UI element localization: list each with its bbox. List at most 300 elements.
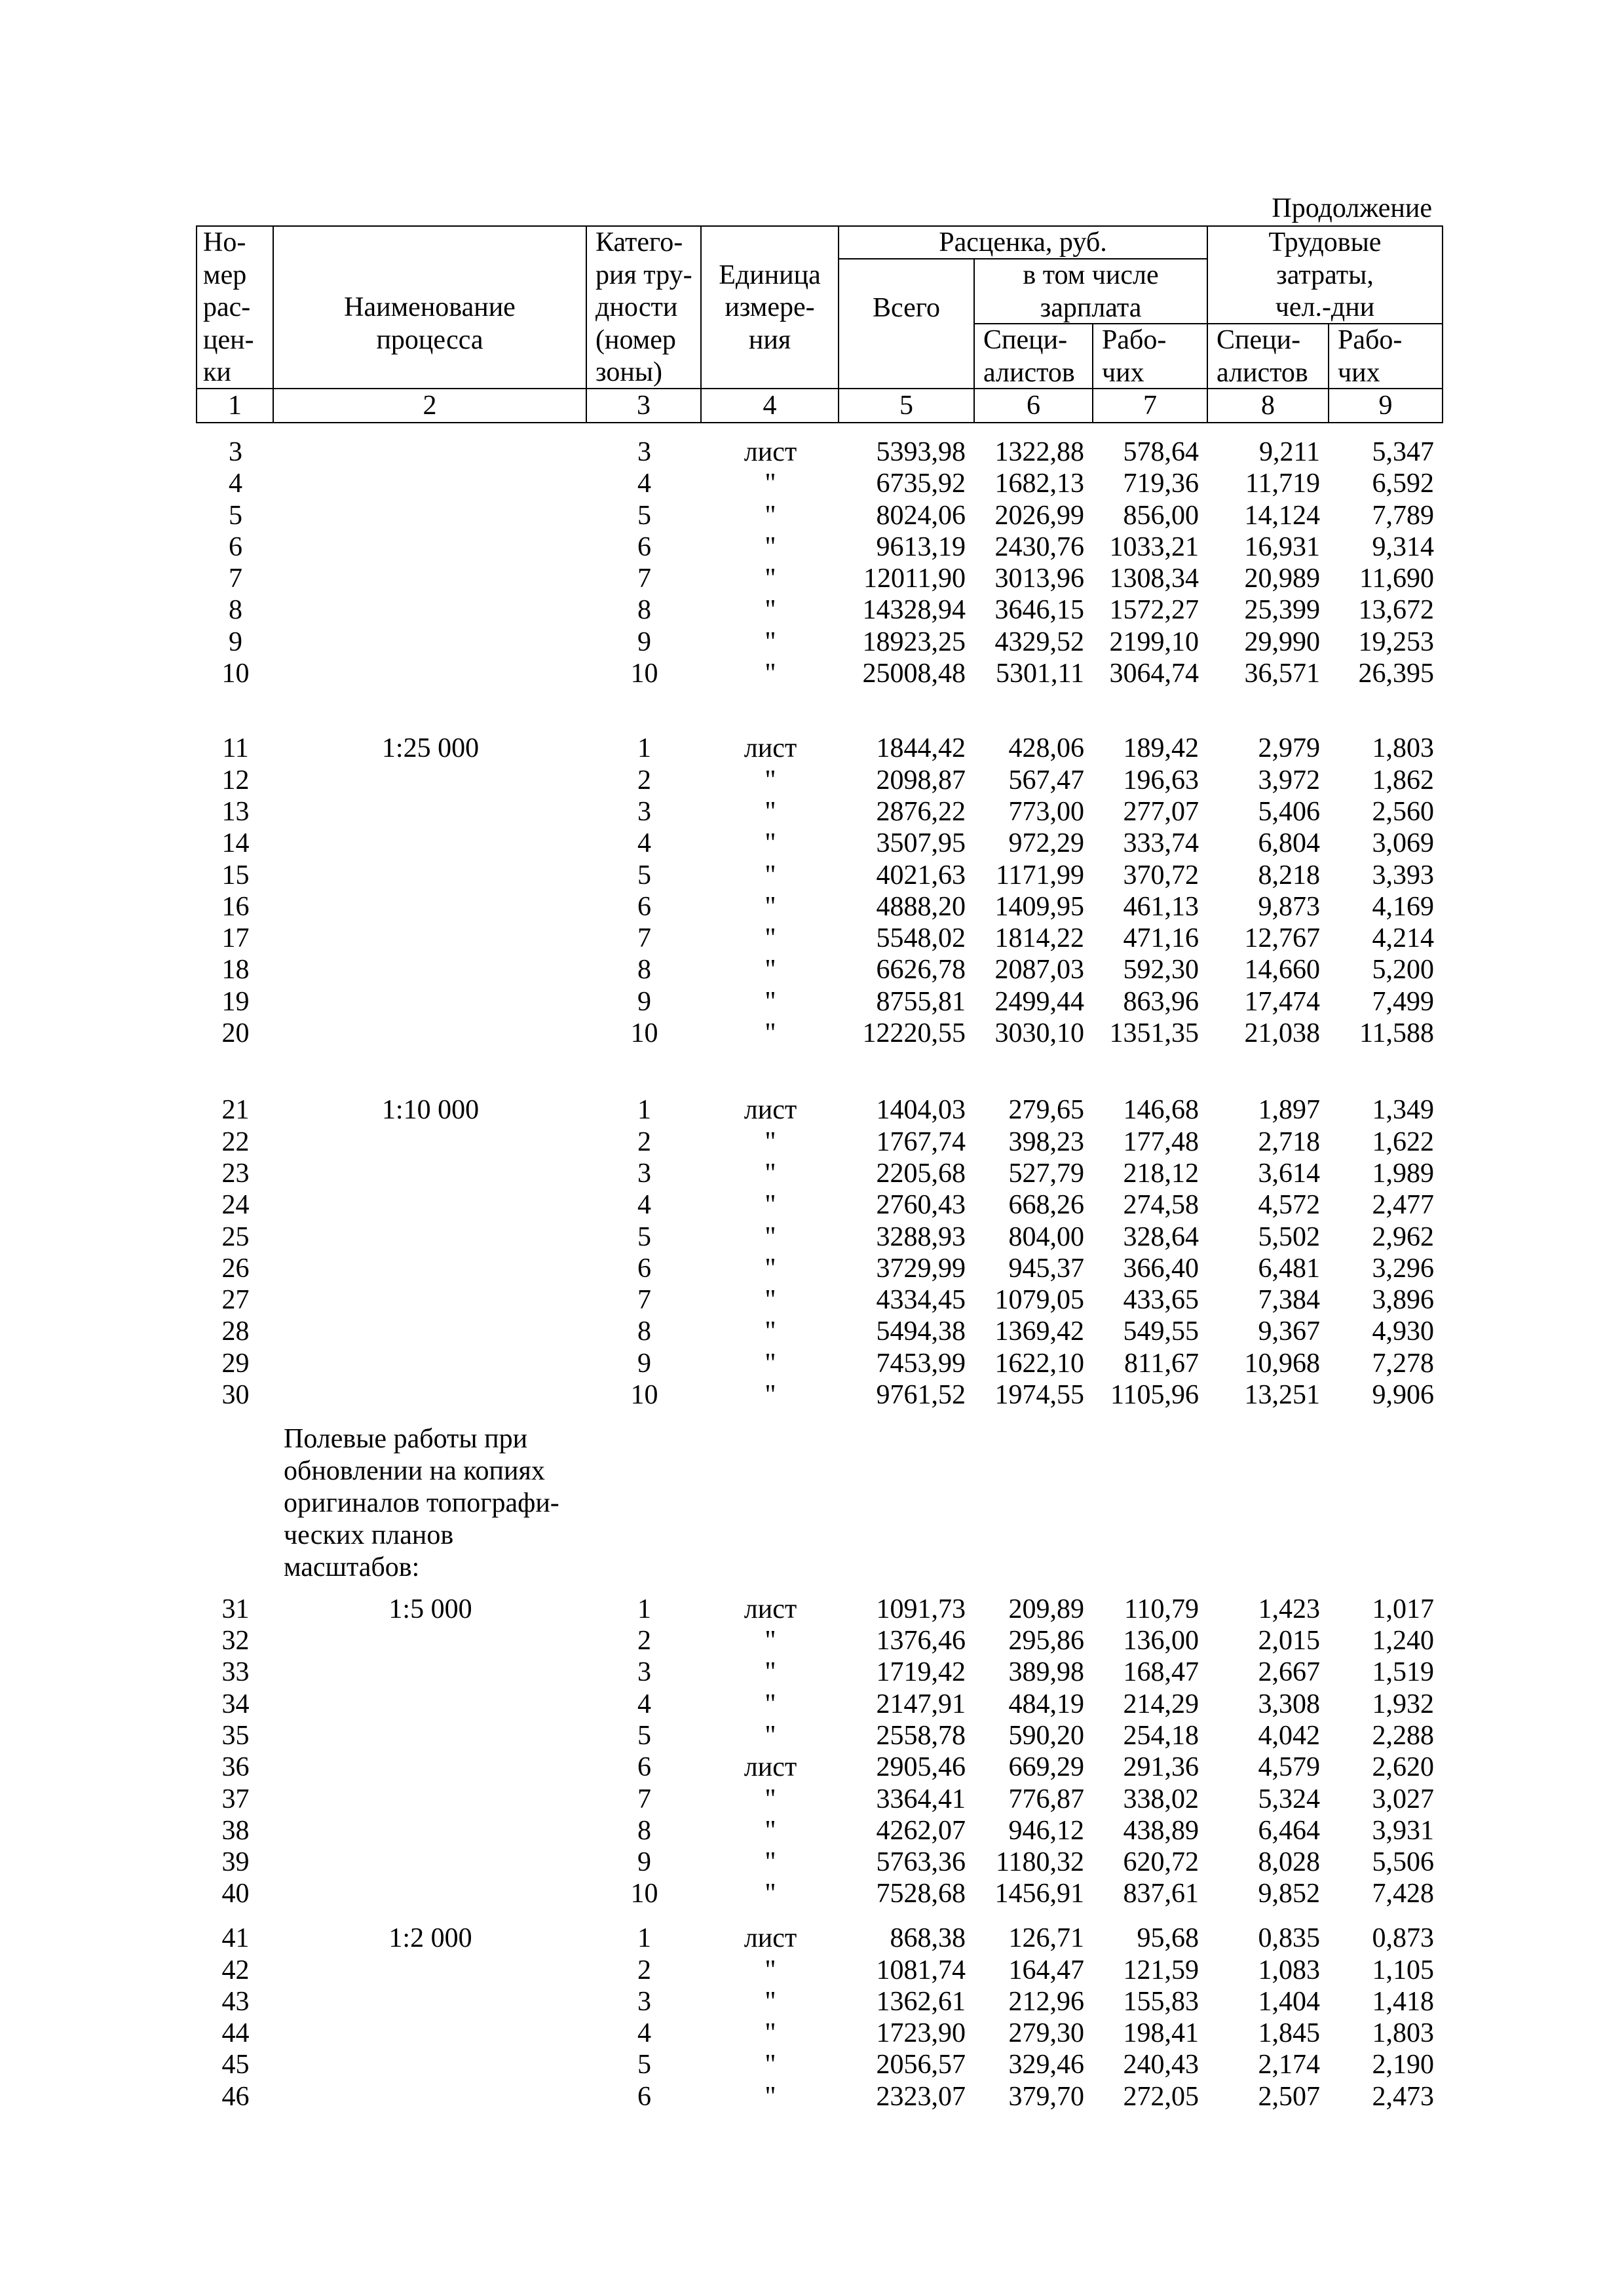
- cell-unit: ": [765, 1815, 776, 1846]
- table-row: [197, 594, 1443, 626]
- cell-labor-workers: 1,989: [1372, 1158, 1434, 1189]
- table-row: [197, 1784, 1443, 1815]
- column-number: 3: [587, 389, 702, 423]
- cell-salary-workers: 1105,96: [1110, 1380, 1199, 1411]
- cell-salary-specialists: 1974,55: [994, 1380, 1084, 1411]
- cell-unit: ": [765, 2050, 776, 2080]
- cell-unit: ": [765, 626, 776, 657]
- cell-category: 3: [637, 1158, 651, 1189]
- cell-number: 32: [221, 1626, 250, 1656]
- cell-category: 9: [637, 986, 651, 1017]
- cell-number: 6: [229, 531, 242, 562]
- cell-category: 10: [630, 1018, 658, 1049]
- cell-labor-workers: 9,906: [1372, 1380, 1434, 1411]
- cell-number: 20: [221, 1018, 250, 1049]
- table-row: [197, 1720, 1443, 1751]
- cell-number: 41: [221, 1923, 250, 1954]
- cell-number: 36: [221, 1752, 250, 1783]
- table-row: [197, 2018, 1443, 2049]
- header-total-label: Всего: [839, 259, 975, 389]
- cell-number: 35: [221, 1721, 250, 1751]
- cell-salary-specialists: 209,89: [1008, 1594, 1084, 1624]
- cell-salary-specialists: 1369,42: [994, 1316, 1084, 1347]
- cell-labor-specialists: 25,399: [1244, 595, 1320, 626]
- cell-labor-workers: 2,962: [1372, 1221, 1434, 1252]
- cell-labor-specialists: 6,464: [1258, 1815, 1320, 1846]
- cell-number: 11: [222, 733, 249, 764]
- cell-unit: ": [765, 1689, 776, 1719]
- cell-number: 38: [221, 1815, 250, 1846]
- table-body: [197, 423, 1443, 2113]
- cell-process-name: [274, 1815, 587, 1846]
- cell-category: 4: [637, 1689, 651, 1719]
- cell-number: 39: [221, 1847, 250, 1878]
- cell-price-total: 3364,41: [876, 1784, 966, 1814]
- table-row: [197, 1379, 1443, 1411]
- cell-labor-specialists: 12,767: [1244, 923, 1320, 954]
- cell-salary-workers: 218,12: [1123, 1158, 1199, 1189]
- cell-salary-specialists: 212,96: [1008, 1986, 1084, 2017]
- table-row: [197, 733, 1443, 764]
- table-row: [197, 1221, 1443, 1253]
- cell-category: 3: [637, 437, 651, 467]
- cell-labor-specialists: 8,028: [1258, 1847, 1320, 1878]
- cell-price-total: 2876,22: [876, 796, 966, 827]
- cell-price-total: 2760,43: [876, 1190, 966, 1221]
- cell-unit: ": [765, 986, 776, 1017]
- cell-unit: ": [765, 923, 776, 954]
- cell-labor-workers: 3,896: [1372, 1285, 1434, 1316]
- cell-process-name: 1:25 000: [381, 733, 480, 764]
- cell-salary-workers: 338,02: [1123, 1784, 1199, 1814]
- cell-unit: ": [765, 469, 776, 499]
- table-row: [197, 1284, 1443, 1316]
- cell-labor-workers: 4,930: [1372, 1316, 1434, 1347]
- table-row: [197, 2081, 1443, 2113]
- cell-unit: ": [765, 659, 776, 689]
- cell-salary-specialists: 379,70: [1008, 2081, 1084, 2112]
- cell-number: 9: [229, 626, 242, 657]
- cell-salary-specialists: 1180,32: [996, 1847, 1084, 1878]
- cell-price-total: 7528,68: [876, 1879, 966, 1909]
- cell-process-name: [274, 1284, 587, 1316]
- cell-labor-specialists: 9,211: [1259, 437, 1320, 467]
- cell-labor-specialists: 2,979: [1258, 733, 1320, 764]
- cell-salary-workers: 198,41: [1123, 2018, 1199, 2049]
- cell-category: 9: [637, 1847, 651, 1878]
- table-row: [197, 1316, 1443, 1347]
- table-row: [197, 1625, 1443, 1656]
- cell-process-name: [274, 765, 587, 796]
- cell-unit: ": [765, 1221, 776, 1252]
- cell-labor-specialists: 14,124: [1244, 500, 1320, 531]
- cell-labor-workers: 1,017: [1372, 1594, 1434, 1624]
- cell-salary-workers: 837,61: [1123, 1879, 1199, 1909]
- cell-labor-specialists: 1,423: [1258, 1594, 1320, 1624]
- table-row: [197, 436, 1443, 468]
- cell-labor-workers: 11,588: [1359, 1018, 1434, 1049]
- cell-price-total: 1404,03: [876, 1095, 966, 1126]
- cell-price-total: 8024,06: [876, 500, 966, 531]
- header-labor-label: Трудовые затраты, чел.-дни: [1208, 227, 1443, 324]
- cell-number: 29: [221, 1348, 250, 1379]
- table-row: [197, 1955, 1443, 1986]
- cell-unit: лист: [744, 733, 797, 764]
- cell-category: 3: [637, 1986, 651, 2017]
- cell-price-total: 25008,48: [862, 659, 966, 689]
- cell-category: 3: [637, 1657, 651, 1688]
- cell-process-name: [274, 1253, 587, 1284]
- cell-price-total: 2205,68: [876, 1158, 966, 1189]
- cell-labor-specialists: 4,042: [1258, 1721, 1320, 1751]
- column-number: 4: [702, 389, 839, 423]
- cell-process-name: [274, 1316, 587, 1347]
- column-number: 6: [975, 389, 1093, 423]
- cell-unit: ": [765, 1380, 776, 1411]
- cell-labor-workers: 1,932: [1372, 1689, 1434, 1719]
- cell-salary-specialists: 2087,03: [994, 955, 1084, 985]
- column-number: 9: [1329, 389, 1443, 423]
- cell-labor-specialists: 4,572: [1258, 1190, 1320, 1221]
- cell-number: 16: [221, 891, 250, 922]
- cell-salary-specialists: 1622,10: [994, 1348, 1084, 1379]
- cell-labor-workers: 2,288: [1372, 1721, 1434, 1751]
- cell-number: 25: [221, 1221, 250, 1252]
- cell-category: 9: [637, 1348, 651, 1379]
- cell-labor-specialists: 9,873: [1258, 891, 1320, 922]
- cell-labor-specialists: 5,324: [1258, 1784, 1320, 1814]
- cell-number: 26: [221, 1253, 250, 1284]
- cell-price-total: 2098,87: [876, 765, 966, 795]
- cell-salary-specialists: 164,47: [1008, 1955, 1084, 1985]
- table-header: [196, 225, 1443, 423]
- cell-salary-specialists: 668,26: [1008, 1190, 1084, 1221]
- cell-labor-workers: 4,214: [1372, 923, 1434, 954]
- cell-salary-specialists: 773,00: [1008, 796, 1084, 827]
- cell-salary-specialists: 1079,05: [994, 1285, 1084, 1316]
- cell-number: 14: [221, 828, 250, 859]
- table-row: [197, 658, 1443, 689]
- cell-labor-specialists: 9,367: [1258, 1316, 1320, 1347]
- cell-labor-workers: 7,428: [1372, 1879, 1434, 1909]
- table-row: [197, 1348, 1443, 1379]
- continuation-label: Продолжение: [1272, 193, 1432, 223]
- cell-salary-specialists: 527,79: [1008, 1158, 1084, 1189]
- cell-salary-specialists: 945,37: [1008, 1253, 1084, 1284]
- cell-labor-specialists: 11,719: [1245, 469, 1320, 499]
- cell-unit: ": [765, 1657, 776, 1688]
- cell-process-name: [274, 796, 587, 828]
- cell-price-total: 9761,52: [876, 1380, 966, 1411]
- cell-labor-specialists: 20,989: [1244, 564, 1320, 594]
- cell-price-total: 5393,98: [876, 437, 966, 467]
- cell-labor-workers: 1,803: [1372, 733, 1434, 764]
- group-heading: Полевые работы при обновлении на копиях оригиналов топографи- ческих планов масштабов:: [284, 1424, 559, 1583]
- cell-number: 40: [221, 1879, 250, 1909]
- cell-process-name: [274, 2018, 587, 2049]
- cell-number: 28: [221, 1316, 250, 1347]
- cell-price-total: 9613,19: [876, 531, 966, 562]
- cell-process-name: [274, 1221, 587, 1253]
- cell-labor-specialists: 2,174: [1258, 2050, 1320, 2080]
- cell-labor-workers: 1,418: [1372, 1986, 1434, 2017]
- cell-labor-workers: 1,803: [1372, 2018, 1434, 2049]
- cell-unit: ": [765, 1316, 776, 1347]
- cell-unit: лист: [744, 437, 797, 467]
- cell-unit: ": [765, 1285, 776, 1316]
- cell-unit: ": [765, 860, 776, 890]
- cell-number: 46: [221, 2081, 250, 2112]
- cell-labor-specialists: 6,481: [1258, 1253, 1320, 1284]
- cell-salary-specialists: 3030,10: [994, 1018, 1084, 1049]
- cell-category: 5: [637, 860, 651, 890]
- cell-salary-workers: 168,47: [1123, 1657, 1199, 1688]
- cell-labor-specialists: 5,406: [1258, 796, 1320, 827]
- table-row: [197, 1689, 1443, 1720]
- header-labor-specialists-label: Специ- алистов: [1208, 324, 1329, 389]
- cell-salary-specialists: 279,30: [1008, 2018, 1084, 2049]
- cell-salary-workers: 620,72: [1123, 1847, 1199, 1878]
- cell-price-total: 14328,94: [862, 595, 966, 626]
- cell-labor-specialists: 0,835: [1258, 1923, 1320, 1954]
- cell-labor-workers: 2,560: [1372, 796, 1434, 827]
- cell-number: 3: [229, 437, 242, 467]
- cell-salary-workers: 471,16: [1123, 923, 1199, 954]
- cell-price-total: 5548,02: [876, 923, 966, 954]
- cell-salary-specialists: 2430,76: [994, 531, 1084, 562]
- cell-salary-workers: 549,55: [1123, 1316, 1199, 1347]
- cell-salary-specialists: 1171,99: [996, 860, 1084, 890]
- cell-unit: ": [765, 1126, 776, 1157]
- row-group: [197, 1094, 1443, 1411]
- cell-unit: ": [765, 564, 776, 594]
- cell-price-total: 3507,95: [876, 828, 966, 859]
- cell-category: 1: [637, 733, 651, 764]
- cell-salary-workers: 240,43: [1123, 2050, 1199, 2080]
- cell-process-name: [274, 626, 587, 658]
- cell-salary-specialists: 428,06: [1008, 733, 1084, 764]
- cell-category: 10: [630, 659, 658, 689]
- cell-price-total: 5494,38: [876, 1316, 966, 1347]
- cell-labor-specialists: 1,897: [1258, 1095, 1320, 1126]
- cell-process-name: [274, 531, 587, 563]
- table-row: [197, 531, 1443, 563]
- cell-category: 4: [637, 2018, 651, 2049]
- cell-number: 24: [221, 1190, 250, 1221]
- cell-labor-specialists: 2,667: [1258, 1657, 1320, 1688]
- cell-labor-specialists: 2,015: [1258, 1626, 1320, 1656]
- cell-unit: ": [765, 1986, 776, 2017]
- cell-process-name: [274, 860, 587, 891]
- cell-process-name: [274, 891, 587, 923]
- cell-price-total: 12220,55: [862, 1018, 966, 1049]
- table-row: [197, 500, 1443, 531]
- cell-process-name: [274, 594, 587, 626]
- row-group: [197, 436, 1443, 689]
- cell-salary-workers: 277,07: [1123, 796, 1199, 827]
- cell-unit: ": [765, 765, 776, 795]
- cell-salary-specialists: 2026,99: [994, 500, 1084, 531]
- cell-category: 6: [637, 531, 651, 562]
- cell-unit: ": [765, 1626, 776, 1656]
- cell-category: 1: [637, 1095, 651, 1126]
- cell-salary-specialists: 804,00: [1008, 1221, 1084, 1252]
- table-row: [197, 1126, 1443, 1158]
- cell-salary-workers: 291,36: [1123, 1752, 1199, 1783]
- cell-price-total: 1091,73: [876, 1594, 966, 1624]
- cell-salary-workers: 438,89: [1123, 1815, 1199, 1846]
- cell-number: 18: [221, 955, 250, 985]
- column-number: 1: [197, 389, 274, 423]
- cell-salary-workers: 856,00: [1123, 500, 1199, 531]
- cell-unit: ": [765, 595, 776, 626]
- table-row: [197, 1815, 1443, 1846]
- cell-price-total: 5763,36: [876, 1847, 966, 1878]
- cell-number: 7: [229, 564, 242, 594]
- cell-salary-workers: 177,48: [1123, 1126, 1199, 1157]
- cell-category: 2: [637, 1626, 651, 1656]
- cell-labor-specialists: 17,474: [1244, 986, 1320, 1017]
- cell-salary-workers: 272,05: [1123, 2081, 1199, 2112]
- cell-salary-workers: 155,83: [1123, 1986, 1199, 2017]
- table-row: [197, 563, 1443, 594]
- cell-number: 42: [221, 1955, 250, 1985]
- cell-salary-workers: 95,68: [1137, 1923, 1199, 1954]
- cell-labor-specialists: 13,251: [1244, 1380, 1320, 1411]
- cell-salary-specialists: 126,71: [1008, 1923, 1084, 1954]
- table-row: [197, 1878, 1443, 1909]
- cell-price-total: 1081,74: [876, 1955, 966, 1985]
- cell-price-total: 18923,25: [862, 626, 966, 657]
- header-unit-label: Единица измере- ния: [702, 227, 839, 389]
- cell-salary-workers: 719,36: [1123, 469, 1199, 499]
- cell-unit: ": [765, 1190, 776, 1221]
- cell-number: 13: [221, 796, 250, 827]
- cell-price-total: 1376,46: [876, 1626, 966, 1656]
- cell-salary-specialists: 329,46: [1008, 2050, 1084, 2080]
- cell-unit: лист: [744, 1095, 797, 1126]
- cell-salary-specialists: 1814,22: [994, 923, 1084, 954]
- cell-salary-workers: 366,40: [1123, 1253, 1199, 1284]
- cell-labor-specialists: 21,038: [1244, 1018, 1320, 1049]
- header-salary-workers-label: Рабо- чих: [1093, 324, 1208, 389]
- cell-labor-specialists: 5,502: [1258, 1221, 1320, 1252]
- cell-price-total: 2056,57: [876, 2050, 966, 2080]
- cell-category: 3: [637, 796, 651, 827]
- cell-process-name: [274, 1751, 587, 1783]
- cell-labor-workers: 19,253: [1358, 626, 1434, 657]
- cell-labor-workers: 7,278: [1372, 1348, 1434, 1379]
- cell-salary-workers: 1351,35: [1109, 1018, 1199, 1049]
- cell-category: 4: [637, 1190, 651, 1221]
- table-row: [197, 1018, 1443, 1049]
- cell-labor-specialists: 1,083: [1258, 1955, 1320, 1985]
- cell-process-name: [274, 1846, 587, 1878]
- cell-labor-workers: 11,690: [1359, 564, 1434, 594]
- cell-price-total: 4262,07: [876, 1815, 966, 1846]
- cell-category: 2: [637, 1126, 651, 1157]
- row-group: [197, 733, 1443, 1049]
- cell-unit: ": [765, 2018, 776, 2049]
- cell-unit: ": [765, 1879, 776, 1909]
- header-salary-incl-label: в том числе зарплата: [975, 259, 1208, 324]
- cell-price-total: 1723,90: [876, 2018, 966, 2049]
- cell-salary-specialists: 4329,52: [994, 626, 1084, 657]
- cell-labor-specialists: 4,579: [1258, 1752, 1320, 1783]
- cell-salary-specialists: 567,47: [1008, 765, 1084, 795]
- table-row: [197, 891, 1443, 923]
- cell-labor-specialists: 7,384: [1258, 1285, 1320, 1316]
- cell-unit: ": [765, 1158, 776, 1189]
- cell-price-total: 8755,81: [876, 986, 966, 1017]
- cell-unit: ": [765, 2081, 776, 2112]
- cell-price-total: 3729,99: [876, 1253, 966, 1284]
- cell-price-total: 2905,46: [876, 1752, 966, 1783]
- cell-process-name: [274, 468, 587, 499]
- cell-unit: ": [765, 531, 776, 562]
- cell-labor-specialists: 36,571: [1244, 659, 1320, 689]
- table-row: [197, 1751, 1443, 1783]
- cell-labor-workers: 1,105: [1372, 1955, 1434, 1985]
- header-salary-specialists-label: Специ- алистов: [975, 324, 1093, 389]
- cell-price-total: 2147,91: [876, 1689, 966, 1719]
- cell-labor-workers: 4,169: [1372, 891, 1434, 922]
- table-row: [197, 1253, 1443, 1284]
- cell-salary-workers: 592,30: [1123, 955, 1199, 985]
- cell-salary-workers: 189,42: [1123, 733, 1199, 764]
- header-number-label: Но- мер рас- цен- ки: [197, 227, 274, 389]
- cell-price-total: 12011,90: [863, 564, 966, 594]
- cell-labor-specialists: 14,660: [1244, 955, 1320, 985]
- cell-process-name: 1:10 000: [381, 1095, 480, 1126]
- cell-process-name: [274, 1784, 587, 1815]
- cell-category: 6: [637, 1752, 651, 1783]
- cell-labor-specialists: 6,804: [1258, 828, 1320, 859]
- header-category-label: Катего- рия тру- дности (номер зоны): [587, 227, 702, 389]
- table-row: [197, 1986, 1443, 2018]
- cell-category: 7: [637, 1784, 651, 1814]
- cell-labor-workers: 2,620: [1372, 1752, 1434, 1783]
- cell-salary-workers: 136,00: [1123, 1626, 1199, 1656]
- cell-salary-workers: 461,13: [1123, 891, 1199, 922]
- cell-process-name: [274, 954, 587, 985]
- cell-category: 8: [637, 1815, 651, 1846]
- cell-salary-specialists: 295,86: [1008, 1626, 1084, 1656]
- cell-unit: ": [765, 1847, 776, 1878]
- cell-category: 9: [637, 626, 651, 657]
- cell-process-name: [274, 436, 587, 468]
- cell-labor-workers: 1,622: [1372, 1126, 1434, 1157]
- cell-process-name: [274, 658, 587, 689]
- cell-unit: лист: [744, 1752, 797, 1783]
- cell-category: 6: [637, 2081, 651, 2112]
- cell-number: 34: [221, 1689, 250, 1719]
- cell-category: 5: [637, 500, 651, 531]
- table-row: [197, 2049, 1443, 2080]
- cell-process-name: [274, 1689, 587, 1720]
- table-row: [197, 1094, 1443, 1126]
- cell-process-name: [274, 828, 587, 859]
- cell-salary-workers: 370,72: [1123, 860, 1199, 890]
- cell-salary-specialists: 3646,15: [994, 595, 1084, 626]
- cell-process-name: [274, 1878, 587, 1909]
- cell-price-total: 1844,42: [876, 733, 966, 764]
- header-process-name-label: Наименование процесса: [274, 227, 587, 389]
- cell-category: 7: [637, 564, 651, 594]
- cell-category: 1: [637, 1594, 651, 1624]
- cell-unit: лист: [744, 1594, 797, 1624]
- cell-labor-workers: 7,499: [1372, 986, 1434, 1017]
